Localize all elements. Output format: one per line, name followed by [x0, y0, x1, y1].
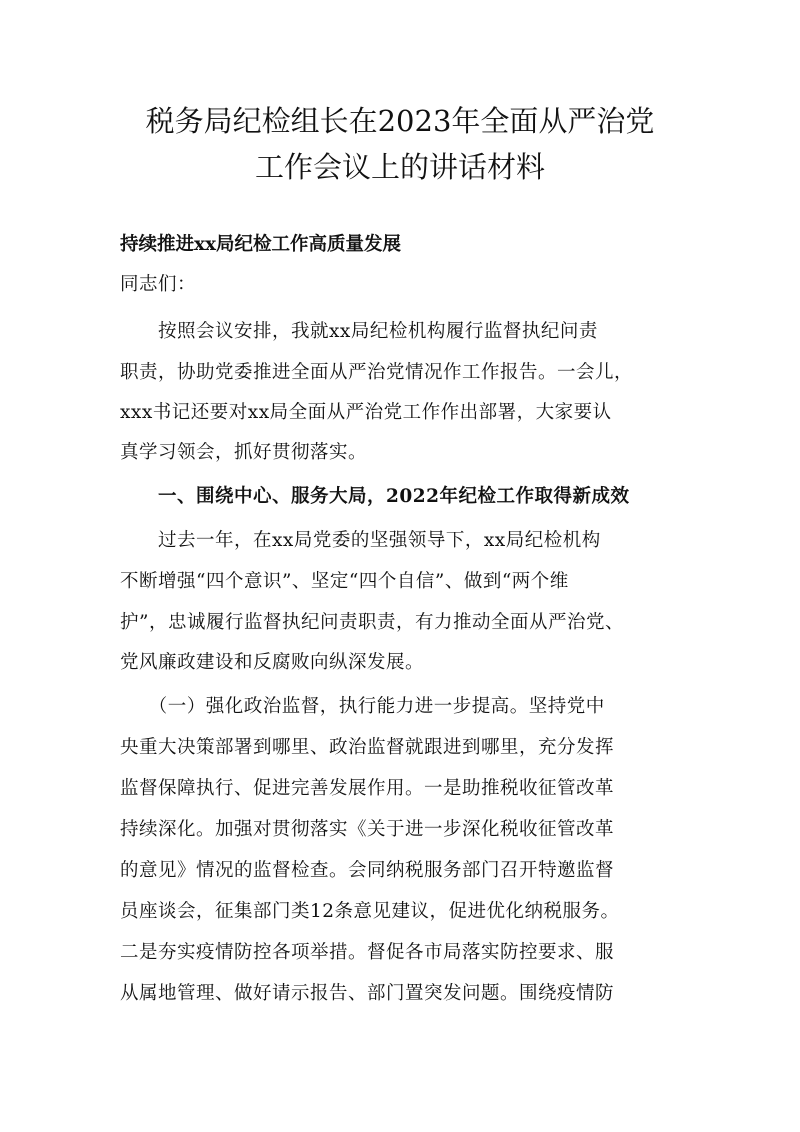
text-line: 过去一年，在xx局党委的坚强领导下，xx局纪检机构 — [120, 530, 601, 551]
title-line-2: 工作会议上的讲话材料 — [254, 150, 545, 184]
title-line-1: 税务局纪检组长在2023年全面从严治党 — [145, 104, 655, 138]
text-line: 按照会议安排，我就xx局纪检机构履行监督执纪问责 — [120, 321, 598, 342]
section-heading: 一、围绕中心、服务大局，2022年纪检工作取得新成效 — [120, 486, 630, 507]
document-title — [0, 98, 800, 190]
text-line: xxx书记还要对xx局全面从严治党工作作出部署，大家要认 — [120, 402, 612, 423]
text-line: 护”，忠诚履行监督执纪问责职责，有力推动全面从严治党、 — [120, 612, 624, 633]
text-line: 员座谈会，征集部门类12条意见建议，促进优化纳税服务。 — [120, 901, 620, 922]
text-line: 真学习领会，抓好贯彻落实。 — [120, 442, 368, 463]
text-line: 不断增强“四个意识”、坚定“四个自信”、做到“两个维 — [120, 571, 569, 592]
text-line: 监督保障执行、促进完善发展作用。一是助推税收征管改革 — [120, 778, 615, 799]
text-line: 党风廉政建设和反腐败向纵深发展。 — [120, 652, 425, 673]
text-line: 从属地管理、做好请示报告、部门置突发问题。围绕疫情防 — [120, 983, 615, 1004]
text-line: 职责，协助党委推进全面从严治党情况作工作报告。一会儿， — [120, 362, 634, 383]
document-subtitle: 持续推进xx局纪检工作高质量发展 — [120, 234, 402, 255]
text-line: 同志们： — [120, 274, 197, 295]
text-line: 持续深化。加强对贯彻落实《关于进一步深化税收征管改革 — [120, 819, 615, 840]
text-line: 二是夯实疫情防控各项举措。督促各市局落实防控要求、服 — [120, 942, 615, 963]
text-line: （一）强化政治监督，执行能力进一步提高。坚持党中 — [120, 696, 605, 717]
text-line: 央重大决策部署到哪里、政治监督就跟进到哪里，充分发挥 — [120, 737, 615, 758]
text-line: 的意见》情况的监督检查。会同纳税服务部门召开特邀监督 — [120, 860, 615, 881]
